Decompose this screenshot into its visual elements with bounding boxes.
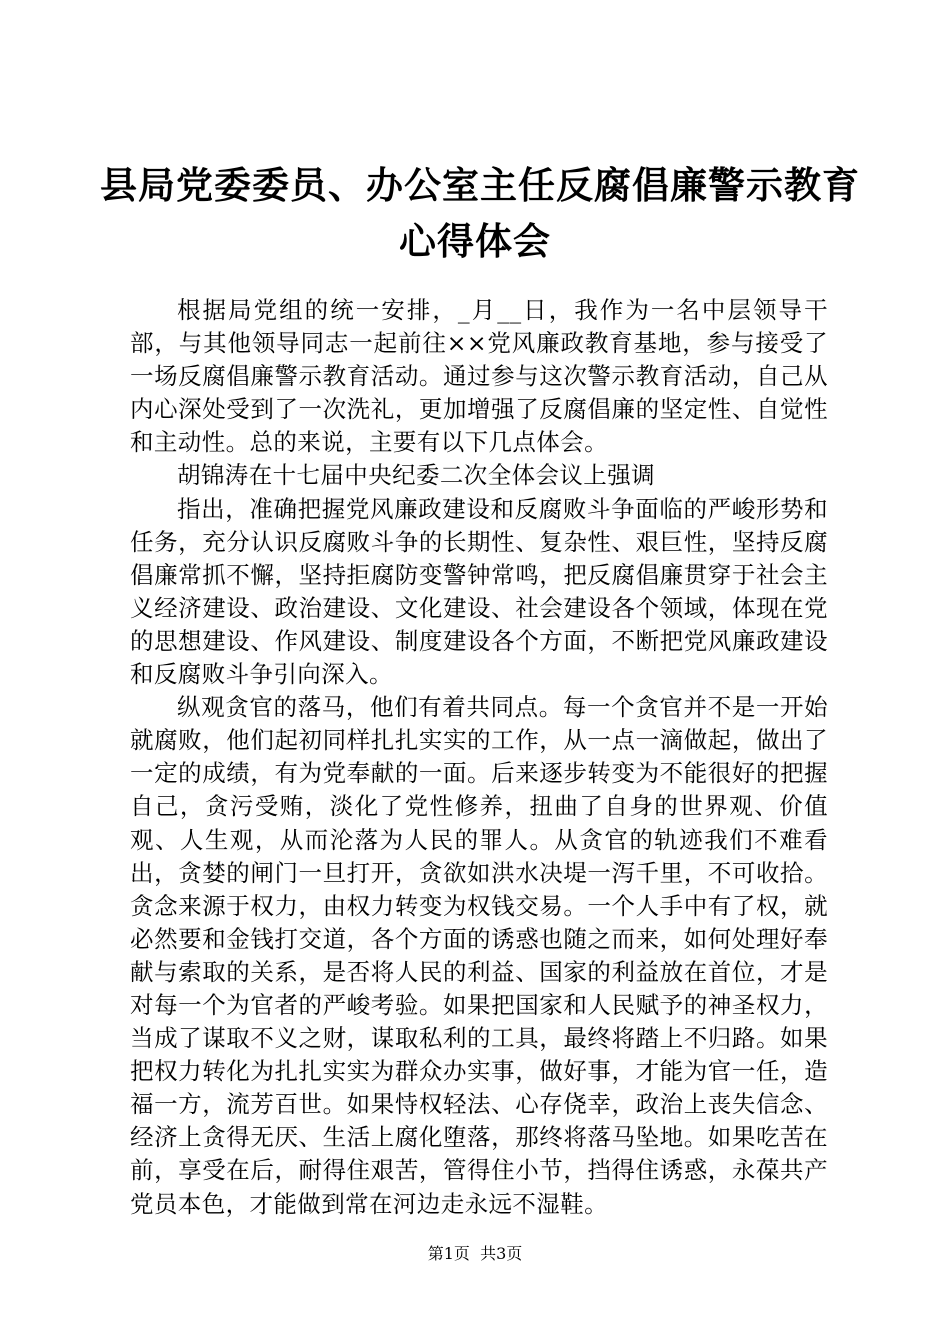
paragraph: 纵观贪官的落马，他们有着共同点。每一个贪官并不是一开始就腐败，他们起初同样扎扎实实的工作，从一点一滴做起，做出了一定的成绩，有为党奉献的一面。后来逐步转变为不能很好的把握自己，贪污受贿，淡化了党性修养，扭曲了自身的世界观、价值观、人生观，从而沦落为人民的罪人。从贪官的轨迹我们不难看出，贪婪的闸门一旦打开，贪欲如洪水决堤一泻千里，不可收拾。贪念来源于权力，由权力转变为权钱交易。一个人手中有了权，就必然要和金钱打交道，各个方面的诱惑也随之而来，如何处理好奉献与索取的关系，是否将人民的利益、国家的利益放在首位，才是对每一个为官者的严峻考验。如果把国家和人民赋予的神圣权力，当成了谋取不义之财，谋取私利的工具，最终将踏上不归路。如果把权力转化为扎扎实实为群众办实事，做好事，才能为官一任，造福一方，流芳百世。如果恃权轻法、心存侥幸，政治上丧失信念、经济上贪得无厌、生活上腐化堕落，那终将落马坠地。如果吃苦在前，享受在后，耐得住艰苦，管得住小节，挡得住诱惑，永葆共产党员本色，才能做到常在河边走永远不湿鞋。: [130, 693, 828, 1218]
document-title-line-1: 县局党委委员、办公室主任反腐倡廉警示教育: [100, 164, 860, 207]
paragraph: 胡锦涛在十七届中央纪委二次全体会议上强调: [177, 461, 655, 490]
page-footer: [0, 1244, 950, 1264]
document-title-line-2: 心得体会: [399, 220, 551, 263]
page-number: 第1页 共3页: [427, 1244, 523, 1263]
document-body: [130, 294, 828, 1221]
paragraph: 指出，准确把握党风廉政建设和反腐败斗争面临的严峻形势和任务，充分认识反腐败斗争的长期性、复杂性、艰巨性，坚持反腐倡廉常抓不懈，坚持拒腐防变警钟常鸣，把反腐倡廉贯穿于社会主义经济建设、政治建设、文化建设、社会建设各个领域，体现在党的思想建设、作风建设、制度建设各个方面，不断把党风廉政建设和反腐败斗争引向深入。: [130, 494, 828, 689]
paragraph: 根据局党组的统一安排，_月__日，我作为一名中层领导干部，与其他领导同志一起前往××党风廉政教育基地，参与接受了一场反腐倡廉警示教育活动。通过参与这次警示教育活动，自己从内心深处受到了一次洗礼，更加增强了反腐倡廉的坚定性、自觉性和主动性。总的来说，主要有以下几点体会。: [130, 296, 828, 457]
